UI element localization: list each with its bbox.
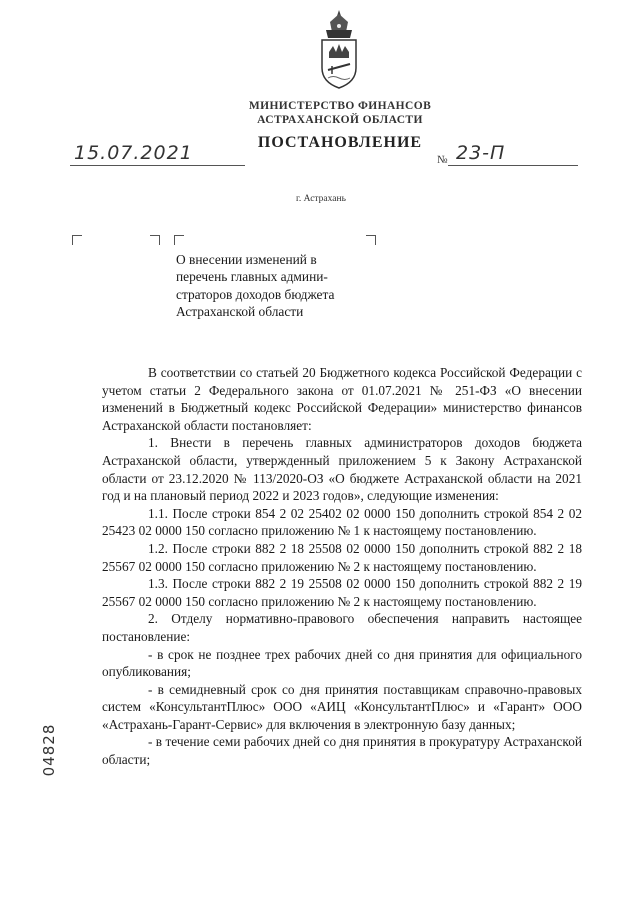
document-subject — [176, 251, 376, 320]
body-paragraph: 1.3. После строки 882 2 19 25508 02 0000 150 дополнить строкой 882 2 19 25567 02 0000 150 согласно приложению № 2 к настоящему постановлению. — [102, 576, 582, 609]
document-date: 15.07.2021 — [74, 142, 193, 164]
body-paragraph: - в течение семи рабочих дней со дня принятия в прокуратуру Астраханской области; — [102, 734, 582, 768]
astrakhan-coat-of-arms-icon — [316, 8, 362, 90]
ministry-name-line2: АСТРАХАНСКОЙ ОБЛАСТИ — [257, 114, 423, 126]
body-paragraph: 1.2. После строки 882 2 18 25508 02 0000 150 дополнить строкой 882 2 18 25567 02 0000 150 согласно приложению № 2 к настоящему постановлению. — [102, 540, 582, 574]
body-paragraph: - в семидневный срок со дня принятия поставщикам справочно-правовых систем «КонсультантПлюс» ООО «АИЦ «КонсультантПлюс» и «Гарант» ООО «Астрахань-Гарант-Сервис» для включения в электронную базу данных; — [102, 681, 582, 732]
subject-line: перечень главных админи- — [176, 269, 328, 285]
body-paragraph: 1.1. После строки 854 2 02 25402 02 0000 150 дополнить строкой 854 2 02 25423 02 0000 150 согласно приложению № 1 к настоящему постановлению. — [102, 505, 582, 539]
document-body — [102, 364, 582, 769]
date-underline — [70, 165, 245, 166]
body-paragraph: 2. Отделу нормативно-правового обеспечения направить настоящее постановление: — [102, 611, 582, 644]
archive-number-stamp — [34, 720, 64, 780]
left-block-corner-left — [72, 235, 82, 245]
left-block-corner-right — [150, 235, 160, 245]
subject-block-corner-left — [174, 235, 184, 245]
subject-block-corner-right — [366, 235, 376, 245]
number-underline — [448, 165, 578, 166]
document-type-title: ПОСТАНОВЛЕНИЕ — [257, 134, 423, 151]
document-number: 23-П — [456, 142, 506, 164]
body-paragraph: - в срок не позднее трех рабочих дней со дня принятия для официального опубликования; — [102, 646, 582, 680]
body-paragraph: 1. Внести в перечень главных администраторов доходов бюджета Астраханской области, утвержденный приложением 5 к Закону Астраханской области от 23.12.2020 № 113/2020-ОЗ «О бюджете Астраханской области на 2021 год и на плановый период 2022 и 2023 годов», следующие изменения: — [102, 435, 582, 504]
subject-line: О внесении изменений в — [176, 252, 317, 267]
ministry-name-line1: МИНИСТЕРСТВО ФИНАНСОВ — [248, 100, 432, 112]
city-label: г. Астрахань — [296, 194, 346, 204]
subject-line: страторов доходов бюджета — [176, 286, 335, 302]
body-paragraph: В соответствии со статьей 20 Бюджетного кодекса Российской Федерации с учетом статьи 2 Федерального закона от 01.07.2021 № 251-ФЗ «О внесении изменений в Бюджетный кодекс Российской Федерации» министерство финансов Астраханской области постановляет: — [102, 365, 582, 433]
archive-number: 04828 — [40, 723, 58, 777]
number-sign: № — [437, 154, 448, 166]
subject-line: Астраханской области — [176, 303, 304, 319]
